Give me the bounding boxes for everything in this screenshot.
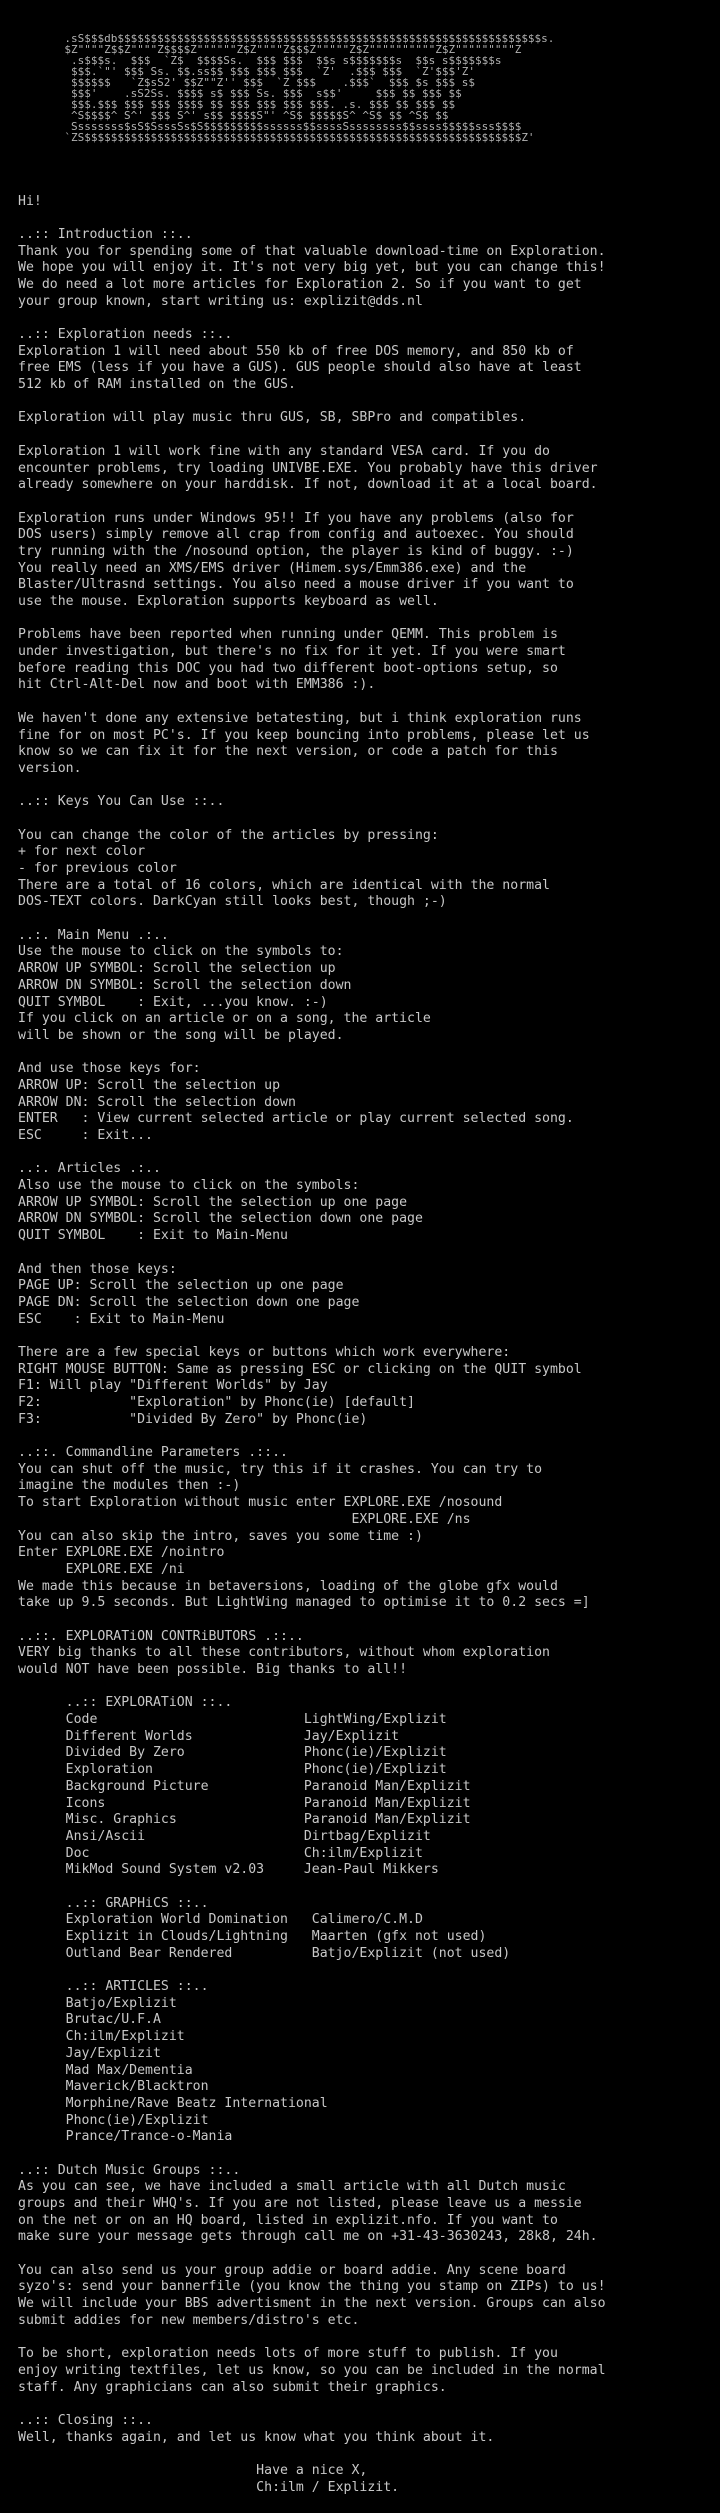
text-line: Mad Max/Dementia xyxy=(18,2062,193,2078)
text-line: Thank you for spending some of that valuable download-time on Exploration. xyxy=(18,243,606,259)
text-line xyxy=(18,1245,718,1262)
text-line: use the mouse. Exploration supports keyboard as well. xyxy=(18,594,439,609)
text-line: ..:: GRAPHiCS ::.. xyxy=(18,1895,209,1911)
document-body xyxy=(18,177,718,2497)
text-line: You can change the color of the articles by pressing: xyxy=(18,827,439,843)
text-line: groups and their WHQ's. If you are not listed, please leave us a messie xyxy=(18,2196,582,2211)
text-line: submit addies for new members/distro's etc. xyxy=(18,2312,360,2328)
text-line: Brutac/U.F.A xyxy=(18,2012,161,2028)
text-line: Exploration 1 will work fine with any standard VESA card. If you do xyxy=(18,443,550,459)
text-line: Explizit in Clouds/Lightning Maarten (gfx not used) xyxy=(18,1929,487,1944)
text-line: make sure your message gets through call me on +31-43-3630243, 28k8, 24h. xyxy=(18,2229,598,2245)
text-line: MikMod Sound System v2.03 Jean-Paul Mikkers xyxy=(18,1862,439,1878)
ascii-banner-line: .sS$$$db$$$$$$$$$$$$$$$$$$$$$$$$$$$$$$$$$$$$$$$$$$$$$$$$$$$$$$$$$$$$$$$$s. xyxy=(18,32,555,46)
text-line: EXPLORE.EXE /ns xyxy=(18,1511,471,1527)
ascii-banner-line: $$$' .sS2Ss. $$$$ s$ $$$ Ss. $$$ s$$' $$$ $$ $$$ $$ xyxy=(18,87,462,101)
text-line: Jay/Explizit xyxy=(18,2045,161,2061)
text-line: 512 kb of RAM installed on the GUS. xyxy=(18,377,296,393)
text-line: We do need a lot more articles for Exploration 2. So if you want to get xyxy=(18,276,582,292)
text-line: Morphine/Rave Beatz International xyxy=(18,2095,328,2111)
text-line: EXPLORE.EXE /ni xyxy=(18,1561,185,1577)
text-line: Enter EXPLORE.EXE /nointro xyxy=(18,1545,225,1561)
text-line: imagine the modules then :-) xyxy=(18,1478,241,1494)
text-line: F1: Will play "Different Worlds" by Jay xyxy=(18,1378,328,1394)
text-line: Prance/Trance-o-Mania xyxy=(18,2129,233,2145)
text-line: Maverick/Blacktron xyxy=(18,2079,209,2095)
text-line: You can also skip the intro, saves you some time :) xyxy=(18,1528,423,1544)
text-line: ..:: ARTICLES ::.. xyxy=(18,1979,209,1995)
text-line: Problems have been reported when running under QEMM. This problem is xyxy=(18,627,558,643)
text-line: ..:: EXPLORATiON ::.. xyxy=(18,1695,233,1711)
text-line: - for previous color xyxy=(18,861,177,876)
text-line: If you click on an article or on a song, the article xyxy=(18,1011,431,1027)
text-line: You really need an XMS/EMS driver (Himem.sys/Emm386.exe) and the xyxy=(18,560,527,576)
text-line: F3: "Divided By Zero" by Phonc(ie) xyxy=(18,1411,368,1427)
text-line: try running with the /nosound option, the player is kind of buggy. :-) xyxy=(18,543,574,559)
text-line xyxy=(18,1879,718,1896)
text-line: staff. Any graphicians can also submit their graphics. xyxy=(18,2379,447,2395)
text-line: VERY big thanks to all these contributors, without whom exploration xyxy=(18,1645,550,1661)
text-line: ..:: Keys You Can Use ::.. xyxy=(18,794,225,810)
text-line: ..:. Main Menu .:.. xyxy=(18,927,169,943)
text-line: on the net or on an HQ board, listed in explizit.nfo. If you want to xyxy=(18,2212,558,2228)
text-line: Batjo/Explizit xyxy=(18,1995,177,2011)
ascii-banner-line: $$$$$$ `Z$sS2' $$Z""Z'' $$$ `Z $$$ .$$$` $$$ $s $$$ s$ xyxy=(18,76,475,90)
text-line xyxy=(18,1679,718,1696)
text-line: + for next color xyxy=(18,844,146,860)
text-line: You can shut off the music, try this if it crashes. You can try to xyxy=(18,1461,543,1477)
text-line: We will include your BBS advertisment in the next version. Groups can also xyxy=(18,2296,606,2312)
text-line: As you can see, we have included a small article with all Dutch music xyxy=(18,2179,566,2195)
text-line: ARROW UP SYMBOL: Scroll the selection up xyxy=(18,961,336,977)
text-line xyxy=(18,2246,718,2263)
text-line: Also use the mouse to click on the symbols: xyxy=(18,1178,360,1194)
text-line: PAGE DN: Scroll the selection down one page xyxy=(18,1294,360,1310)
text-line: know so we can fix it for the next version, or code a patch for this xyxy=(18,744,558,760)
text-line: syzo's: send your bannerfile (you know the thing you stamp on ZIPs) to us! xyxy=(18,2279,606,2295)
text-line: You can also send us your group addie or board addie. Any scene board xyxy=(18,2262,566,2278)
document-text xyxy=(18,0,718,2513)
text-line: F2: "Exploration" by Phonc(ie) [default] xyxy=(18,1395,415,1410)
text-line xyxy=(18,1328,718,1345)
text-line: Exploration Phonc(ie)/Explizit xyxy=(18,1762,447,1778)
text-line: We made this because in betaversions, loading of the globe gfx would xyxy=(18,1578,558,1594)
text-line: ..:. Articles .:.. xyxy=(18,1161,161,1177)
text-line: Hi! xyxy=(18,193,42,209)
text-line xyxy=(18,811,718,828)
text-line xyxy=(18,2396,718,2413)
text-line: ARROW UP SYMBOL: Scroll the selection up one page xyxy=(18,1194,408,1210)
text-line xyxy=(18,210,718,227)
text-line: Outland Bear Rendered Batjo/Explizit (not used) xyxy=(18,1945,511,1961)
ascii-banner xyxy=(18,33,718,143)
text-line: Exploration 1 will need about 550 kb of free DOS memory, and 850 kb of xyxy=(18,343,574,359)
text-line: ARROW DN SYMBOL: Scroll the selection down one page xyxy=(18,1211,423,1227)
text-line: before reading this DOC you had two different boot-options setup, so xyxy=(18,660,558,676)
text-line: Ansi/Ascii Dirtbag/Explizit xyxy=(18,1828,431,1844)
text-line: hit Ctrl-Alt-Del now and boot with EMM386 :). xyxy=(18,677,376,693)
text-line: ..:: Exploration needs ::.. xyxy=(18,327,233,342)
ascii-banner-line: Ssssssss$sS$SsssSs$S$$$$$$$$$ssssss$$ssssSssssssss$$ssss$$$$$sss$$$$ xyxy=(18,120,522,134)
text-line: To start Exploration without music enter EXPLORE.EXE /nosound xyxy=(18,1495,503,1511)
text-line: Have a nice X, xyxy=(18,2463,368,2478)
text-line: ..:: Introduction ::.. xyxy=(18,226,193,242)
text-line xyxy=(18,778,718,795)
text-line: ARROW DN: Scroll the selection down xyxy=(18,1094,296,1110)
ascii-banner-line: .s$$$s. $$$ `Z$ $$$$Ss. $$$ $$$ $$s s$$$$$$$s $$s s$$$$$$$s xyxy=(18,54,502,68)
text-line: your group known, start writing us: explizit@dds.nl xyxy=(18,293,423,309)
text-line: We hope you will enjoy it. It's not very big yet, but you can change this! xyxy=(18,260,606,276)
ascii-banner-line: ^S$$$$^ S^' $$$ S^' s$$ $$$$S"' ^S$ $$$$$S^ ^S$ $$ ^S$ $$ xyxy=(18,109,449,123)
text-line: ARROW DN SYMBOL: Scroll the selection down xyxy=(18,977,352,993)
text-line: ..::. Commandline Parameters .::.. xyxy=(18,1445,288,1461)
text-line: There are a few special keys or buttons which work everywhere: xyxy=(18,1344,511,1360)
text-line xyxy=(18,2330,718,2347)
ascii-banner-line: $$$.$$$ $$$ $$$ $$$$ $$ $$$ $$$ $$$ $$$. .s. $$$ $$ $$$ $$ xyxy=(18,98,456,112)
text-line: Blaster/Ultrasnd settings. You also need a mouse driver if you want to xyxy=(18,577,574,593)
text-line xyxy=(18,2146,718,2163)
text-line: DOS users) simply remove all crap from config and autoexec. You should xyxy=(18,527,574,543)
text-line: Code LightWing/Explizit xyxy=(18,1712,447,1728)
text-line: Ch:ilm/Explizit xyxy=(18,2029,185,2045)
text-line xyxy=(18,427,718,444)
ascii-banner-line: $Z""""Z$$Z""""Z$$$$Z""""""Z$Z""""Z$$$Z"""""Z$Z""""""""""Z$Z"""""""""Z xyxy=(18,43,522,57)
text-line: ESC : Exit... xyxy=(18,1128,153,1143)
text-line xyxy=(18,1962,718,1979)
text-line: Phonc(ie)/Explizit xyxy=(18,2112,209,2128)
text-line: ESC : Exit to Main-Menu xyxy=(18,1311,225,1327)
text-line xyxy=(18,611,718,628)
text-line xyxy=(18,1428,718,1445)
text-line: PAGE UP: Scroll the selection up one page xyxy=(18,1278,344,1294)
text-line: ..:: Closing ::.. xyxy=(18,2412,153,2428)
text-line: Misc. Graphics Paranoid Man/Explizit xyxy=(18,1812,471,1828)
text-line: QUIT SYMBOL : Exit, ...you know. :-) xyxy=(18,994,328,1010)
text-line: There are a total of 16 colors, which are identical with the normal xyxy=(18,877,550,893)
text-line: RIGHT MOUSE BUTTON: Same as pressing ESC or clicking on the QUIT symbol xyxy=(18,1361,582,1377)
text-line xyxy=(18,177,718,194)
text-line: Background Picture Paranoid Man/Explizit xyxy=(18,1778,471,1794)
text-line xyxy=(18,1045,718,1062)
text-line xyxy=(18,394,718,411)
text-line: enjoy writing textfiles, let us know, so you can be included in the normal xyxy=(18,2362,606,2378)
ascii-banner-line: `ZS$$$$$$$$$$$$$$$$$$$$$$$$$$$$$$$$$$$$$$$$$$$$$$$$$$$$$$$$$$$$$$$$$$Z' xyxy=(18,131,535,145)
text-line: ..::. EXPLORATiON CONTRiBUTORS .::.. xyxy=(18,1628,304,1644)
text-line: Exploration World Domination Calimero/C.M.D xyxy=(18,1912,423,1928)
text-line xyxy=(18,2446,718,2463)
text-line: We haven't done any extensive betatesting, but i think exploration runs xyxy=(18,710,582,726)
text-line: And then those keys: xyxy=(18,1261,177,1277)
text-line xyxy=(18,310,718,327)
text-line: Icons Paranoid Man/Explizit xyxy=(18,1795,471,1811)
text-line: version. xyxy=(18,760,82,776)
text-line xyxy=(18,494,718,511)
ascii-banner-line: $$$.`"' $$$ Ss. $$.ss$$ $$$ $$$ $$$ `Z' .$$$ $$$ `Z'$$$'Z' xyxy=(18,65,475,79)
text-line xyxy=(18,1612,718,1629)
text-line: free EMS (less if you have a GUS). GUS people should also have at least xyxy=(18,360,582,376)
text-line: DOS-TEXT colors. DarkCyan still looks best, though ;-) xyxy=(18,894,447,910)
text-line: Ch:ilm / Explizit. xyxy=(18,2479,400,2495)
text-line: under investigation, but there's no fix for it yet. If you were smart xyxy=(18,644,566,660)
text-line xyxy=(18,694,718,711)
text-line: encounter problems, try loading UNIVBE.EXE. You probably have this driver xyxy=(18,460,598,476)
text-line: fine for on most PC's. If you keep bouncing into problems, please let us xyxy=(18,727,590,743)
text-line: Different Worlds Jay/Explizit xyxy=(18,1728,400,1744)
text-line: Well, thanks again, and let us know what you think about it. xyxy=(18,2429,495,2445)
text-line: QUIT SYMBOL : Exit to Main-Menu xyxy=(18,1228,288,1244)
text-line: Exploration runs under Windows 95!! If you have any problems (also for xyxy=(18,510,574,526)
text-line: To be short, exploration needs lots of more stuff to publish. If you xyxy=(18,2346,558,2362)
text-line xyxy=(18,1145,718,1162)
text-line xyxy=(18,911,718,928)
text-line: ..:: Dutch Music Groups ::.. xyxy=(18,2162,241,2178)
text-line: ARROW UP: Scroll the selection up xyxy=(18,1077,281,1093)
text-line: will be shown or the song will be played. xyxy=(18,1027,344,1043)
text-line: would NOT have been possible. Big thanks to all!! xyxy=(18,1662,408,1677)
text-line: And use those keys for: xyxy=(18,1061,201,1077)
text-line: Exploration will play music thru GUS, SB, SBPro and compatibles. xyxy=(18,410,527,426)
text-line: already somewhere on your harddisk. If not, download it at a local board. xyxy=(18,477,598,493)
text-line: take up 9.5 seconds. But LightWing managed to optimise it to 0.2 secs =] xyxy=(18,1595,590,1611)
text-line: ENTER : View current selected article or play current selected song. xyxy=(18,1111,574,1127)
text-line: Doc Ch:ilm/Explizit xyxy=(18,1845,423,1861)
text-line: Use the mouse to click on the symbols to: xyxy=(18,944,344,960)
text-line: Divided By Zero Phonc(ie)/Explizit xyxy=(18,1745,447,1761)
